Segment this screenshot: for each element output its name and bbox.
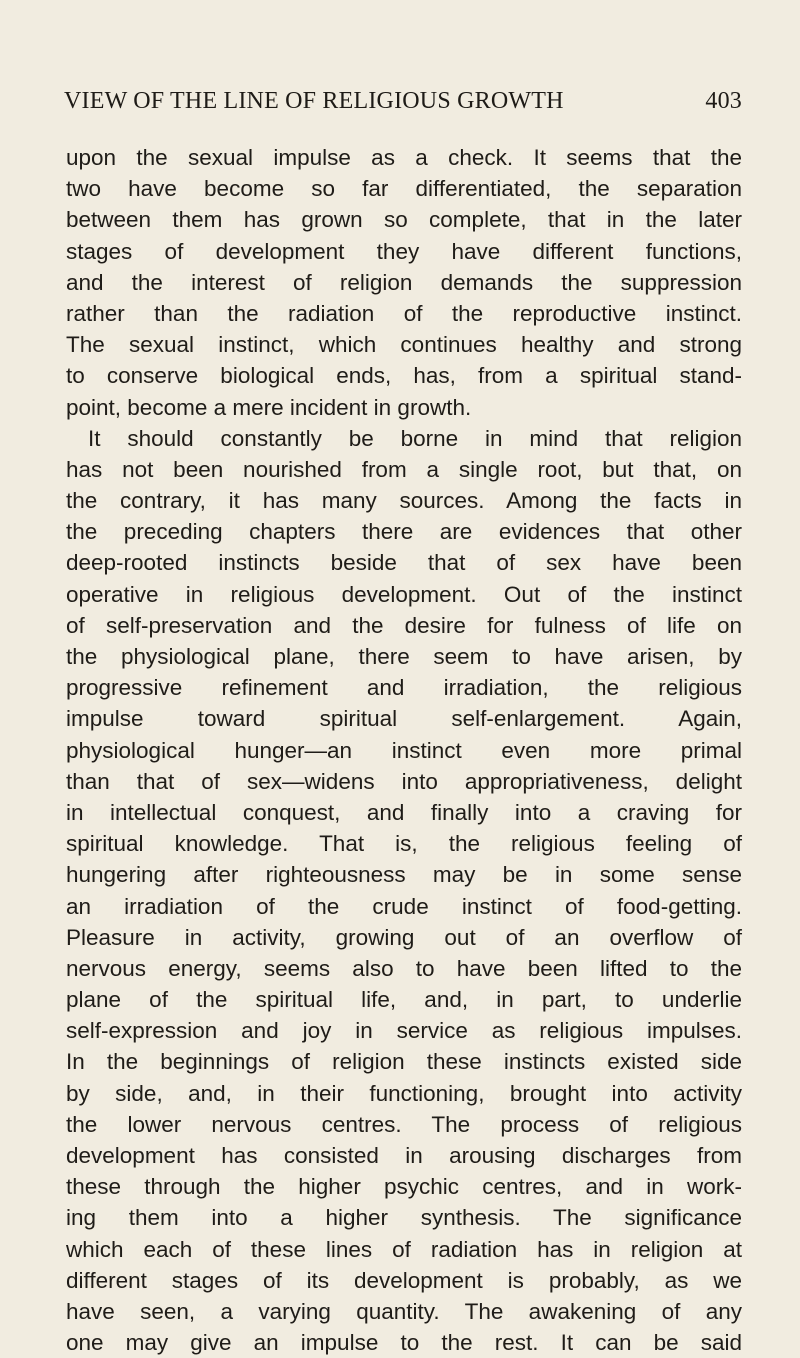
text-line: point, become a mere incident in growth. (66, 394, 472, 420)
text-line: The sexual instinct, which continues healthy and strong (66, 332, 742, 358)
text-line: have seen, a varying quantity. The awakening of any (66, 1298, 742, 1324)
text-line: of self-preservation and the desire for fulness of life on (66, 612, 742, 638)
text-line: plane of the spiritual life, and, in part, to underlie (66, 987, 742, 1013)
text-line: and the interest of religion demands the suppression (66, 269, 742, 295)
text-line: two have become so far differentiated, the separation (66, 176, 742, 202)
text-line: self-expression and joy in service as religious impulses. (66, 1018, 742, 1044)
text-line: an irradiation of the crude instinct of food-getting. (66, 893, 742, 919)
text-line: rather than the radiation of the reproductive instinct. (66, 300, 742, 326)
text-line: than that of sex—widens into appropriativeness, delight (66, 768, 742, 794)
text-line: development has consisted in arousing discharges from (66, 1143, 742, 1168)
text-line: Pleasure in activity, growing out of an overflow of (66, 924, 742, 950)
running-head (64, 88, 742, 122)
text-line: the lower nervous centres. The process of religious (66, 1111, 742, 1137)
text-line: impulse toward spiritual self-enlargement. Again, (66, 706, 742, 732)
text-line: to conserve biological ends, has, from a spiritual stand- (66, 363, 742, 389)
text-line: the preceding chapters there are evidences that other (66, 519, 742, 545)
text-line: in intellectual conquest, and finally into a craving for (66, 799, 742, 825)
text-line: operative in religious development. Out of the instinct (66, 581, 742, 607)
text-line: the physiological plane, there seem to have arisen, by (66, 644, 742, 669)
body-text (66, 142, 742, 1358)
text-line: deep-rooted instincts beside that of sex have been (66, 550, 742, 576)
text-line: one may give an impulse to the rest. It can be said (66, 1330, 742, 1356)
text-line: different stages of its development is probably, as we (66, 1267, 742, 1293)
text-line: In the beginnings of religion these instincts existed side (66, 1049, 742, 1075)
page-number: 403 (705, 88, 742, 114)
running-title: VIEW OF THE LINE OF RELIGIOUS GROWTH (64, 88, 564, 114)
text-line: nervous energy, seems also to have been lifted to the (66, 955, 742, 981)
text-line: upon the sexual impulse as a check. It seems that the (66, 145, 742, 170)
text-line: which each of these lines of radiation has in religion at (66, 1236, 742, 1262)
text-line: stages of development they have different functions, (66, 238, 742, 264)
text-line: progressive refinement and irradiation, the religious (66, 675, 742, 701)
text-line: has not been nourished from a single root, but that, on (66, 456, 742, 482)
text-line: by side, and, in their functioning, brought into activity (66, 1080, 742, 1106)
text-line: spiritual knowledge. That is, the religious feeling of (66, 831, 742, 857)
text-line: these through the higher psychic centres, and in work- (66, 1174, 742, 1200)
text-line: hungering after righteousness may be in some sense (66, 862, 742, 888)
text-line: physiological hunger—an instinct even more primal (66, 737, 742, 763)
text-line: the contrary, it has many sources. Among the facts in (66, 488, 742, 514)
text-line: ing them into a higher synthesis. The significance (66, 1205, 742, 1231)
text-line: between them has grown so complete, that in the later (66, 207, 742, 233)
paragraph-start-line: It should constantly be borne in mind that religion (88, 425, 742, 451)
